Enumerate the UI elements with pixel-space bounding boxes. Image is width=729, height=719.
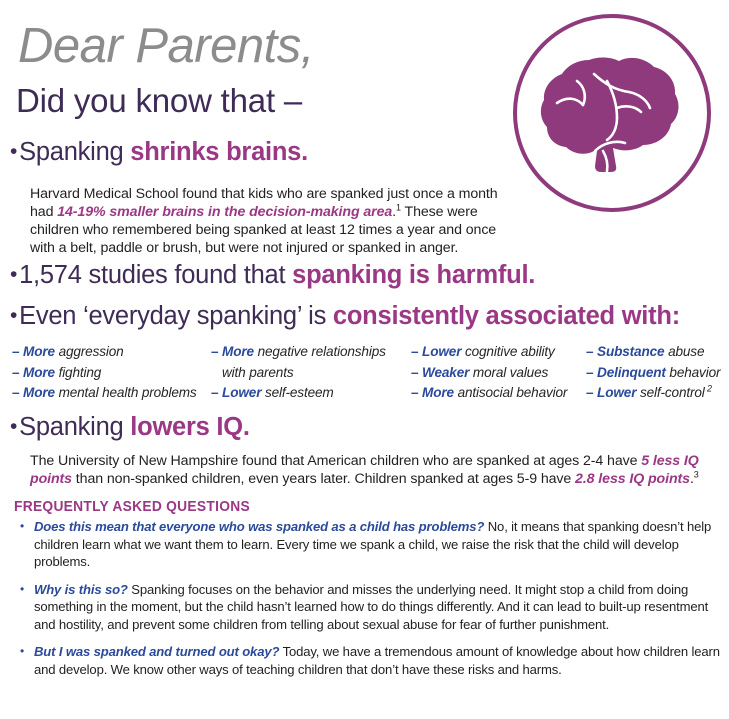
bullet-spanking-shrinks-brains bbox=[10, 140, 308, 166]
bullet-lead-text: 1,574 studies found that bbox=[19, 261, 293, 289]
effect-lead: Lower bbox=[222, 385, 262, 400]
salutation: Dear Parents, bbox=[18, 19, 314, 73]
brain-icon bbox=[537, 48, 687, 178]
faq-bullet-icon: • bbox=[20, 519, 25, 533]
bullet-highlight-text: spanking is harmful. bbox=[292, 261, 536, 289]
effect-item bbox=[586, 383, 729, 404]
bullet-highlight-text: shrinks brains. bbox=[130, 138, 308, 166]
para-brains-period: . bbox=[392, 204, 397, 220]
effect-text: aggression bbox=[54, 344, 124, 359]
para-iq-period: . bbox=[689, 471, 694, 487]
faq-item bbox=[14, 643, 720, 678]
effect-dash: – bbox=[586, 385, 598, 400]
effect-item bbox=[411, 383, 589, 404]
subheading: Did you know that – bbox=[16, 82, 303, 119]
paragraph-iq bbox=[30, 452, 720, 488]
effect-item bbox=[411, 342, 589, 363]
effect-lead: Delinquent bbox=[597, 364, 666, 380]
effect-text: self-control bbox=[636, 385, 705, 400]
effect-text: self-esteem bbox=[261, 385, 334, 400]
effects-column-2 bbox=[411, 342, 589, 404]
bullet-spanking-lowers-iq bbox=[10, 415, 250, 441]
faq-item bbox=[14, 581, 720, 634]
effect-text: moral values bbox=[469, 364, 549, 380]
faq-item bbox=[14, 518, 720, 571]
effect-text: cognitive ability bbox=[461, 344, 555, 359]
bullet-dot: • bbox=[10, 140, 18, 163]
effect-lead: More bbox=[23, 385, 55, 400]
effect-dash: – bbox=[211, 385, 223, 400]
faq-list bbox=[14, 518, 720, 688]
effect-dash: – bbox=[411, 344, 423, 359]
para-iq-emphasis-1: 5 less IQ points bbox=[30, 453, 699, 487]
effect-text: behavior bbox=[665, 364, 721, 380]
bullet-dot: • bbox=[10, 415, 18, 438]
faq-question: But I was spanked and turned out okay? bbox=[34, 644, 280, 659]
bullet-lead-text: Spanking bbox=[19, 413, 131, 441]
bullet-dot: • bbox=[10, 304, 18, 327]
effect-lead: More bbox=[422, 385, 454, 400]
effect-dash: – bbox=[411, 385, 423, 400]
effect-lead: More bbox=[23, 364, 55, 380]
faq-question: Does this mean that everyone who was spanked as a child has problems? bbox=[34, 519, 485, 534]
faq-bullet-icon: • bbox=[20, 581, 25, 596]
para-iq-emphasis-2: 2.8 less IQ points bbox=[575, 471, 690, 487]
effect-item bbox=[411, 363, 589, 384]
effect-text: mental health problems bbox=[54, 385, 197, 400]
bullet-studies-harmful bbox=[10, 263, 535, 289]
effect-text: abuse bbox=[664, 344, 705, 359]
effects-column-0 bbox=[12, 342, 212, 404]
effect-item bbox=[12, 363, 212, 384]
effect-item bbox=[12, 342, 212, 363]
para-iq-part1: The University of New Hampshire found that American children who are spanked at ages 2-4 have bbox=[30, 453, 642, 469]
para-brains-part1: Harvard Medical School found that kids who are spanked just once a month had bbox=[30, 186, 498, 220]
effect-lead: Lower bbox=[597, 385, 637, 400]
effects-list bbox=[0, 342, 729, 410]
effect-item bbox=[211, 342, 411, 383]
effects-column-1 bbox=[211, 342, 411, 404]
footnote-ref-1: 1 bbox=[396, 202, 401, 213]
effect-lead: Weaker bbox=[422, 364, 470, 380]
faq-answer: Today, we have a tremendous amount of knowledge about how children learn and develop. We know other ways of teaching children that don’t have these risks and harms. bbox=[34, 644, 720, 677]
faq-answer: No, it means that spanking doesn’t help children learn what we want them to learn. Every time we spank a child, we raise the risk that the child will develop problems. bbox=[34, 519, 712, 569]
effect-item bbox=[586, 342, 729, 363]
faq-bullet-icon: • bbox=[20, 644, 25, 658]
para-brains-emphasis: 14-19% smaller brains in the decision-making area bbox=[57, 204, 393, 220]
bullet-highlight-text: lowers IQ. bbox=[130, 413, 250, 441]
effect-dash: – bbox=[12, 344, 24, 359]
effect-item bbox=[12, 383, 212, 404]
effect-dash: – bbox=[12, 364, 24, 380]
faq-question: Why is this so? bbox=[34, 581, 128, 597]
effect-dash: – bbox=[586, 344, 598, 359]
effect-lead: Substance bbox=[597, 344, 665, 359]
effect-dash: – bbox=[411, 364, 423, 380]
effect-lead: Lower bbox=[422, 344, 462, 359]
effect-dash: – bbox=[586, 364, 598, 380]
bullet-lead-text: Spanking bbox=[19, 138, 131, 166]
effects-column-3 bbox=[586, 342, 729, 404]
effect-item bbox=[211, 383, 411, 404]
brain-medallion bbox=[513, 14, 711, 212]
effect-text: fighting bbox=[54, 364, 102, 380]
effect-dash: – bbox=[12, 385, 24, 400]
faq-heading: FREQUENTLY ASKED QUESTIONS bbox=[14, 498, 250, 515]
bullet-everyday-spanking bbox=[10, 304, 680, 330]
effect-text: antisocial behavior bbox=[453, 385, 568, 400]
footnote-ref-3: 3 bbox=[693, 469, 699, 480]
effect-item bbox=[586, 363, 729, 384]
para-iq-part2: than non-spanked children, even years later. Children spanked at ages 5-9 have bbox=[71, 471, 576, 487]
effect-dash: – bbox=[211, 344, 223, 359]
bullet-lead-text: Even ‘everyday spanking’ is bbox=[19, 302, 333, 330]
effect-lead: More bbox=[222, 344, 254, 359]
paragraph-brains bbox=[30, 185, 500, 257]
footnote-ref-2: 2 bbox=[704, 383, 712, 394]
bullet-highlight-text: consistently associated with: bbox=[332, 302, 680, 330]
faq-answer: Spanking focuses on the behavior and misses the underlying need. It might stop a child from doing something in the moment, but the child hasn’t learned how to do things differently. And it can lead to built-up resentment and hostility, and prevent some children from telling about sexual abuse for fear of further punishment. bbox=[34, 581, 709, 632]
effect-text: negative relationships with parents bbox=[222, 344, 386, 380]
effect-lead: More bbox=[23, 344, 55, 359]
bullet-dot: • bbox=[10, 263, 18, 286]
para-brains-part2: These were children who remembered being spanked at least 12 times a year and once with a belt, paddle or brush, but were not injured or spanked in anger. bbox=[30, 204, 497, 256]
